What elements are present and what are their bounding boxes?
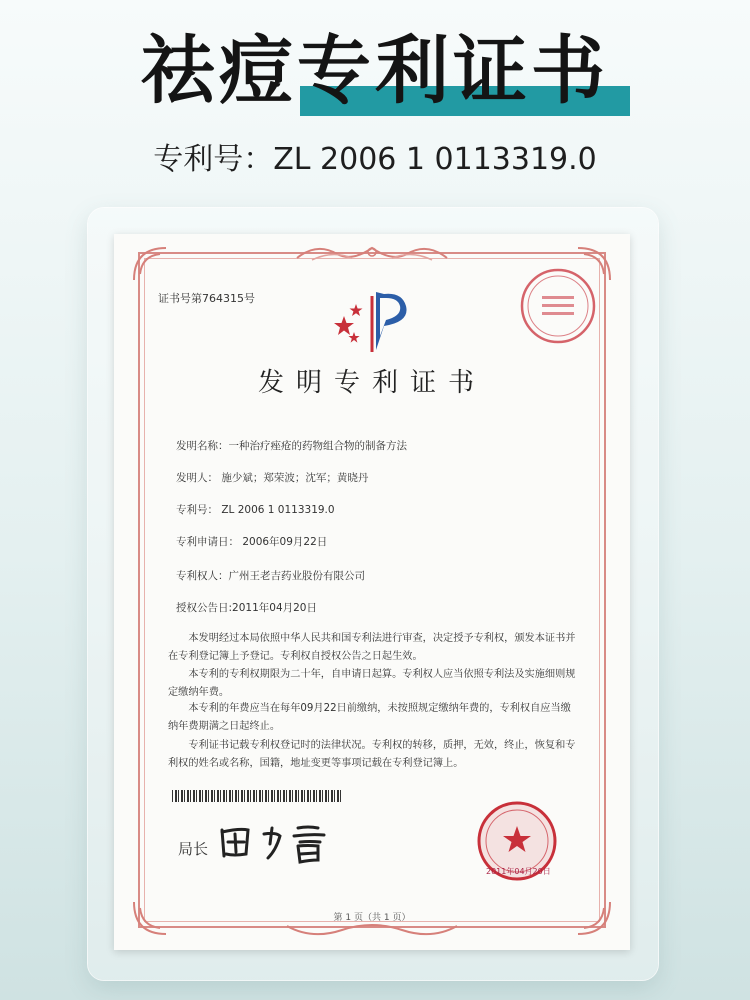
patent-number-heading: 专利号：ZL 2006 1 0113319.0 [153,142,597,177]
official-seal-icon [518,266,598,346]
certificate-paper [114,234,630,950]
inventors-field: 发明人： 施少斌；郑荣波；沈军；黄晓丹 [176,472,369,484]
corner-ornament-icon [130,244,170,284]
patent-number-field: 专利号： ZL 2006 1 0113319.0 [176,504,335,516]
grant-date-field: 授权公告日:2011年04月20日 [176,602,317,614]
seal-date: 2011年04月20日 [486,867,551,876]
certificate-number: 证书号第764315号 [158,292,255,305]
patentee-field: 专利权人：广州王老吉药业股份有限公司 [176,570,365,582]
body-paragraph: 本发明经过本局依照中华人民共和国专利法进行审查，决定授予专利权，颁发本证书并在专利登记簿上予登记。专利权自授权公告之日起生效。 [168,633,576,662]
application-date-field: 专利申请日： 2006年09月22日 [176,536,328,548]
body-paragraph: 专利证书记载专利权登记时的法律状况。专利权的转移，质押，无效，终止，恢复和专利权的姓名或名称，国籍，地址变更等事项记载在专利登记簿上。 [168,740,576,769]
top-ornament-icon [292,240,452,266]
director-signature-icon [214,820,364,866]
director-label: 局长 [178,840,209,858]
page-title: 祛痘专利证书 [141,28,609,114]
invention-name-field: 发明名称：一种治疗痤疮的药物组合物的制备方法 [176,440,407,452]
certificate-title: 发明专利证书 [257,368,486,398]
barcode [172,790,342,802]
body-paragraph: 本专利的年费应当在每年09月22日前缴纳，未按照规定缴纳年费的，专利权自应当缴纳年费期满之日起终止。 [168,703,571,732]
bottom-ornament-icon [282,920,462,942]
page-number: 第 1 页（共 1 页） [333,913,411,923]
body-paragraph: 本专利的专利权期限为二十年，自申请日起算。专利权人应当依照专利法及实施细则规定缴纳年费。 [168,669,576,698]
patent-office-logo-icon [328,286,418,354]
